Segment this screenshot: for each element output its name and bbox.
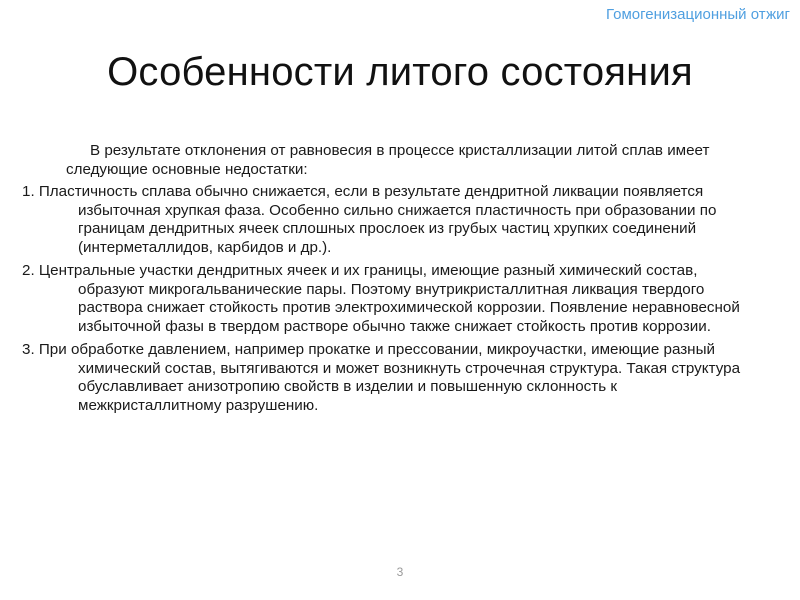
page-number: 3 [396, 565, 404, 579]
section-header: Гомогенизационный отжиг [606, 6, 790, 23]
intro-paragraph [22, 142, 750, 179]
list-item-1: 1. Пластичность сплава обычно снижается, если в результате дендритной ликвации появляется избыточная хрупкая фаза. Особенно сильно снижается пластичность при образовании по границам дендритных ячеек сплошных прослоек из грубых частиц хрупких соединений (интерметаллидов, карбидов и др.). [22, 183, 717, 256]
list-item-3: 3. При обработке давлением, например прокатке и прессовании, микроучастки, имеющие разный химический состав, вытягиваются и может возникнуть строчечная структура. Такая структура обуславливает анизотропию свойств в изделии и повышенную склонность к межкристаллитному разрушению. [22, 341, 741, 414]
slide-body [22, 142, 750, 420]
intro-text: В результате отклонения от равновесия в процессе кристаллизации литой сплав имеет следующие основные недостатки: [66, 142, 710, 178]
slide-title: Особенности литого состояния [107, 50, 693, 94]
list-item-2: 2. Центральные участки дендритных ячеек и их границы, имеющие разный химический состав, образуют микрогальванические пары. Поэтому внутрикристаллитная ликвация твердого раствора снижает стойкость против электрохимической коррозии. Появление неравновесной избыточной фазы в твердом растворе обычно также снижает стойкость против коррозии. [22, 262, 740, 335]
